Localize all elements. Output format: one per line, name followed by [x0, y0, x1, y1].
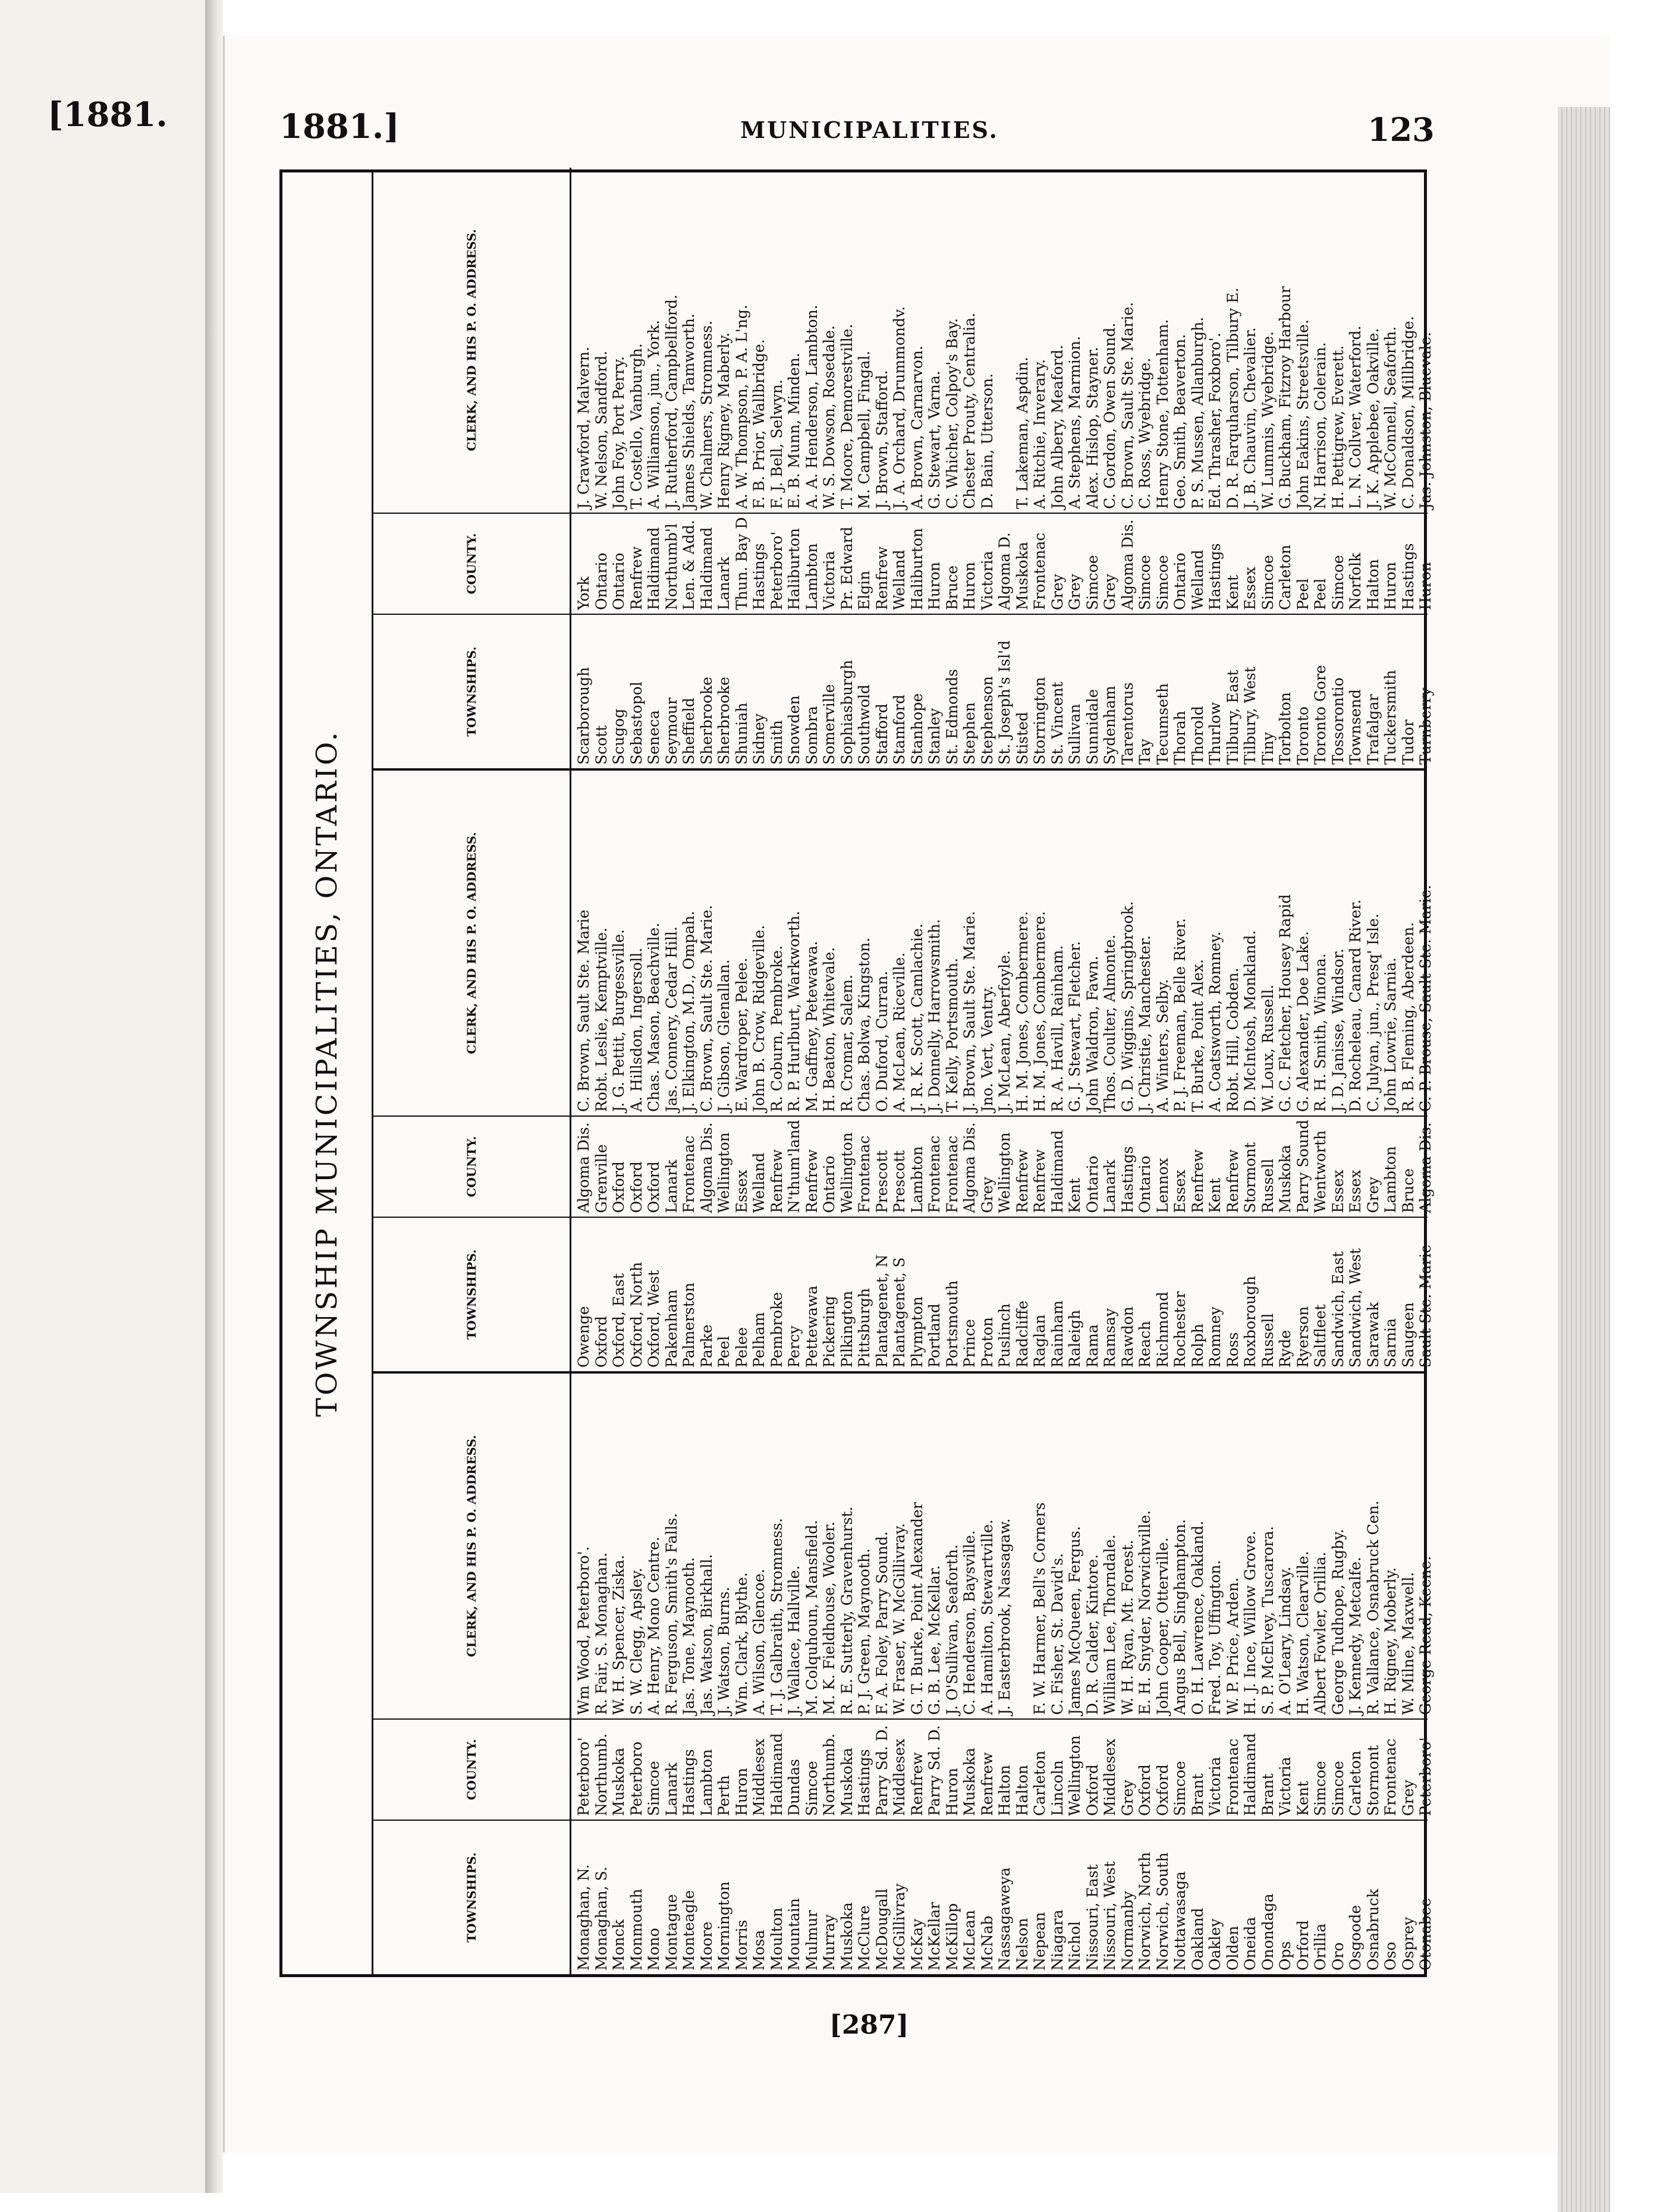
table-column-group-3	[373, 168, 1434, 768]
header-townships: TOWNSHIPS.	[373, 614, 571, 768]
counties-list: York Ontario Ontario Renfrew Haldimand Northumb'l Len. & Add. Haldimand Lanark Thun. Bay D Hastings Peterboro' Haliburton Lambton Victoria Pr. Edward Elgin Renfrew Welland Haliburton Huron Bruce Huron Victoria Algoma D. Muskoka Frontenac Grey Grey Simcoe Grey Algoma Dis. Simcoe Simcoe Ontario Welland Hastings Kent Essex Simcoe Carleton Peel Peel Simcoe Norfolk Halton Huron Hastings Huron	[571, 513, 1428, 614]
table-column-group-1	[373, 1371, 1434, 1974]
page-number: 123	[1367, 111, 1435, 149]
book-gutter	[205, 0, 223, 2193]
previous-page	[0, 0, 205, 2193]
header-county: COUNTY.	[373, 1116, 571, 1217]
clerks-list: C. Brown, Sault Ste. Marie Robt. Leslie, Kemptville. J. G. Pettit, Burgessville. A. Hillsdon, Ingersoll. Chas. Mason, Beachville. Jas. Connery, Cedar Hill. J. Elkington, M.D., Ompah. C. Brown, Sault Ste. Marie. J. Gibson, Glenallan. E. Wardroper, Pelee. John B. Crow, Ridgeville. R. Coburn, Pembroke. R. P. Hurlburt, Warkworth. M. Gaffney, Petewawa. H. Beaton, Whitevale. R. Cromar, Salem. Chas. Bolwa, Kingston. O. Duford, Curran. A. McLean, Riceville. J. R. K. Scott, Camlachie. J. Donnelly, Harrowsmith. T. Kelly, Portsmouth. J. Brown, Sault Ste. Marie. Jno. Vert, Ventry. J. McLean, Aberfoyle. H. M. Jones, Combermere. H. M. Jones, Combermere. R. A. Havill, Rainham. G. J. Stewart, Fletcher. John Waldron, Fawn. Thos. Coulter, Almonte. G. D. Wiggins, Springbrook. J. Christie, Manchester. A. Winters, Selby. P. J. Freeman, Belle River. T. Burke, Point Alex. A. Coatsworth, Romney. Robt. Hill, Cobden. D. McIntosh, Monkland. W. Loux, Russell. G. C. Fletcher, Housey Rapid G. Alexander, Doe Lake. R. H. Smith, Winona. J. D. Janisse, Windsor. D. Rocheleau, Canard River. C. Julyan, jun., Presq' Isle. John Lowrie, Sarnia. R. B. Fleming, Aberdeen. C. P. Brouse, Sault Ste. Marie.	[575, 885, 1434, 1112]
header-county: COUNTY.	[373, 1718, 571, 1820]
counties-list: Peterboro' Northumb. Muskoka Peterboro Simcoe Lanark Hastings Lambton Perth Huron Middlesex Haldimand Dundas Simcoe Northumb. Muskoka Hastings Parry Sd. D. Middlesex Renfrew Parry Sd. D. Huron Muskoka Renfrew Halton Halton Carleton Lincoln Wellington Oxford Middlesex Grey Oxford Oxford Simcoe Brant Victoria Frontenac Haldimand Brant Victoria Kent Simcoe Simcoe Carleton Stormont Frontenac Grey Peterboro'	[571, 1718, 1428, 1820]
header-townships: TOWNSHIPS.	[373, 1820, 571, 1974]
page-title: MUNICIPALITIES.	[740, 117, 999, 143]
header-clerk: CLERK, AND HIS P. O. ADDRESS.	[373, 168, 571, 513]
clerks-list: Wm Wood, Peterboro'. R. Fair, S. Monaghan. W. H. Spencer, Ziska. S. W. Clegg, Apsley. A. Henry, Mono Centre. R. Ferguson, Smith's Falls. Jas. Tone, Maynooth. Jas. Watson, Birkhall. J. Watson, Burns. Wm. Clark, Blythe. A. Wilson, Glencoe. T. J. Galbraith, Stromness. J. Wallace, Hallville. M. Colquhoun, Mansfield. M. K. Fieldhouse, Wooler. R. E. Sutterly, Gravenhurst. P. J. Green, Maynooth. F. A. Foley, Parry Sound. W. Fraser, W. McGillivray. G. T. Burke, Point Alexander G. B. Lee, McKellar. J. O'Sullivan, Seaforth. C. Henderson, Baysville. A. Hamilton, Stewartville. J. Easterbrook, Nassagaw. F. W. Harmer, Bell's Corners C. Fisher, St. David's. James McQueen, Fergus. D. R. Calder, Kintore. William Lee, Thorndale. W. H. Ryan, Mt. Forest. E. H. Snyder, Norwichville. John Cooper, Otterville. Angus Bell, Singhampton. O. H. Lawrence, Oakland. Fred. Toy, Uffington. W. P. Price, Arden. H. J. Ince, Willow Grove. S. P. McElvey, Tuscarora. A. O'Leary, Lindsay. H. Watson, Clearville. Albert Fowler, Orillia. George Tudhope, Rugby. J. Kennedy, Metcalfe. R. Vallance, Osnabruck Cen. H. Rigney, Moberly. W. Milne, Maxwell. George Read, Keene.	[575, 1500, 1434, 1715]
township-table	[279, 169, 1434, 1977]
page-year: 1881.]	[279, 107, 400, 146]
header-county: COUNTY.	[373, 513, 571, 614]
table-column-group-2	[373, 768, 1434, 1371]
header-townships: TOWNSHIPS.	[373, 1217, 571, 1371]
header-clerk: CLERK, AND HIS P. O. ADDRESS.	[373, 771, 571, 1116]
clerks-list: J. Crawford, Malvern. W. Nelson, Sandford. John Foy, Port Perry. T. Costello, Vanburgh. A. Williamson, jun., York. J. Rutherford, Campbellford. James Shields, Tamworth. W. Chalmers, Stromness. Henry Rigney, Maberly. A. W. Thompson, P. A. L'ng. F. B. Prior, Wallbridge. F. J. Bell, Selwyn. E. B. Munn, Minden. A. A. Henderson, Lambton. W. S. Dowson, Rosedale. T. Moore, Demorestville. M. Campbell, Fingal. J. Brown, Stafford. J. A. Orchard, Drummondv. A. Brown, Carnarvon. G. Stewart, Varna. C. Whicher, Colpoy's Bay. Chester Prouty, Centralia. D. Bain, Utterson. T. Lakeman, Aspdin. A. Ritchie, Inverary. John Albery, Meaford. A. Stephens, Marmion. Alex. Hislop, Stayner. C. Gordon, Owen Sound. C. Brown, Sault Ste. Marie. C. Ross, Wyebridge. Henry Stone, Tottenham. Geo. Smith, Beaverton. P. S. Mussen, Allanburgh. Ed. Thrasher, Foxboro'. D. R. Farquharson, Tilbury E. J. B. Chauvin, Chevalier. W. Lummis, Wyebridge. G. Buckham, Fitzroy Harbour John Eakins, Streetsville. N. Harrison, Colerain. H. Pettigrew, Everett. L. N. Collver, Waterford. J. K. Applebee, Oakville. W. McConnell, Seaforth. C. Donaldson, Millbridge. Jas. Johnston, Bluevale.	[575, 286, 1434, 509]
header-clerk: CLERK, AND HIS P. O. ADDRESS.	[373, 1374, 571, 1718]
previous-page-year: [1881.	[48, 95, 168, 134]
townships-list: Scarborough Scott Scugog Sebastopol Seneca Seymour Sheffield Sherbrooke Sherbrooke Shuniah Sidney Smith Snowden Sombra Somerville Sophiasburgh Southwold Stafford Stamford Stanhope Stanley St. Edmonds Stephen Stephenson St. Joseph's Isl'd Stisted Storrington St. Vincent Sullivan Sunnidale Sydenham Tarentorus Tay Tecumseth Thorah Thorold Thurlow Tilbury, East Tilbury, West Tiny Torbolton Toronto Toronto Gore Tossorontio Townsend Trafalgar Tuckersmith Tudor Turnberry	[571, 614, 1428, 768]
townships-list: Owenge Oxford Oxford, East Oxford, North Oxford, West Pakenham Palmerston Parke Peel Pelee Pelham Pembroke Percy Pettewawa Pickering Pilkington Pittsburgh Plantagenet, N Plantagenet, S Plympton Portland Portsmouth Prince Proton Puslinch Radcliffe Raglan Rainham Raleigh Rama Ramsay Rawdon Reach Richmond Rochester Rolph Romney Ross Roxborough Russell Ryde Ryerson Saltfleet Sandwich, East Sandwich, West Sarawak Sarnia Saugeen Sault Ste. Marie	[571, 1217, 1428, 1371]
page-edge	[1558, 107, 1610, 2212]
table-title: TOWNSHIP MUNICIPALITIES, ONTARIO.	[310, 730, 344, 1417]
rotated-table-content	[282, 172, 1434, 1974]
page-footer-marker: [287]	[829, 2010, 909, 2040]
townships-list: Monaghan, N. Monaghan, S. Monck Monmouth Mono Montague Monteagle Moore Mornington Morris Mosa Moulton Mountain Mulmur Murray Muskoka McClure McDougall McGillivray McKay McKellar McKillop McLean McNab Nassagaweya Nelson Nepean Niagara Nichol Nissouri, East Nissouri, West Normanby Norwich, North Norwich, South Nottawasaga Oakland Oakley Olden Oneida Onondaga Ops Orford Orillia Oro Osgoode Osnabruck Oso Osprey Otonabee	[571, 1820, 1428, 1974]
counties-list: Algoma Dis. Grenville Oxford Oxford Oxford Lanark Frontenac Algoma Dis. Wellington Essex Welland Renfrew N'thum'land Renfrew Ontario Wellington Frontenac Prescott Prescott Lambton Frontenac Frontenac Algoma Dis. Grey Wellington Renfrew Renfrew Haldimand Kent Ontario Lanark Hastings Ontario Lennox Essex Renfrew Kent Renfrew Stormont Russell Muskoka Parry Sound Wentworth Essex Essex Grey Lambton Bruce Algoma Dis.	[571, 1116, 1428, 1217]
